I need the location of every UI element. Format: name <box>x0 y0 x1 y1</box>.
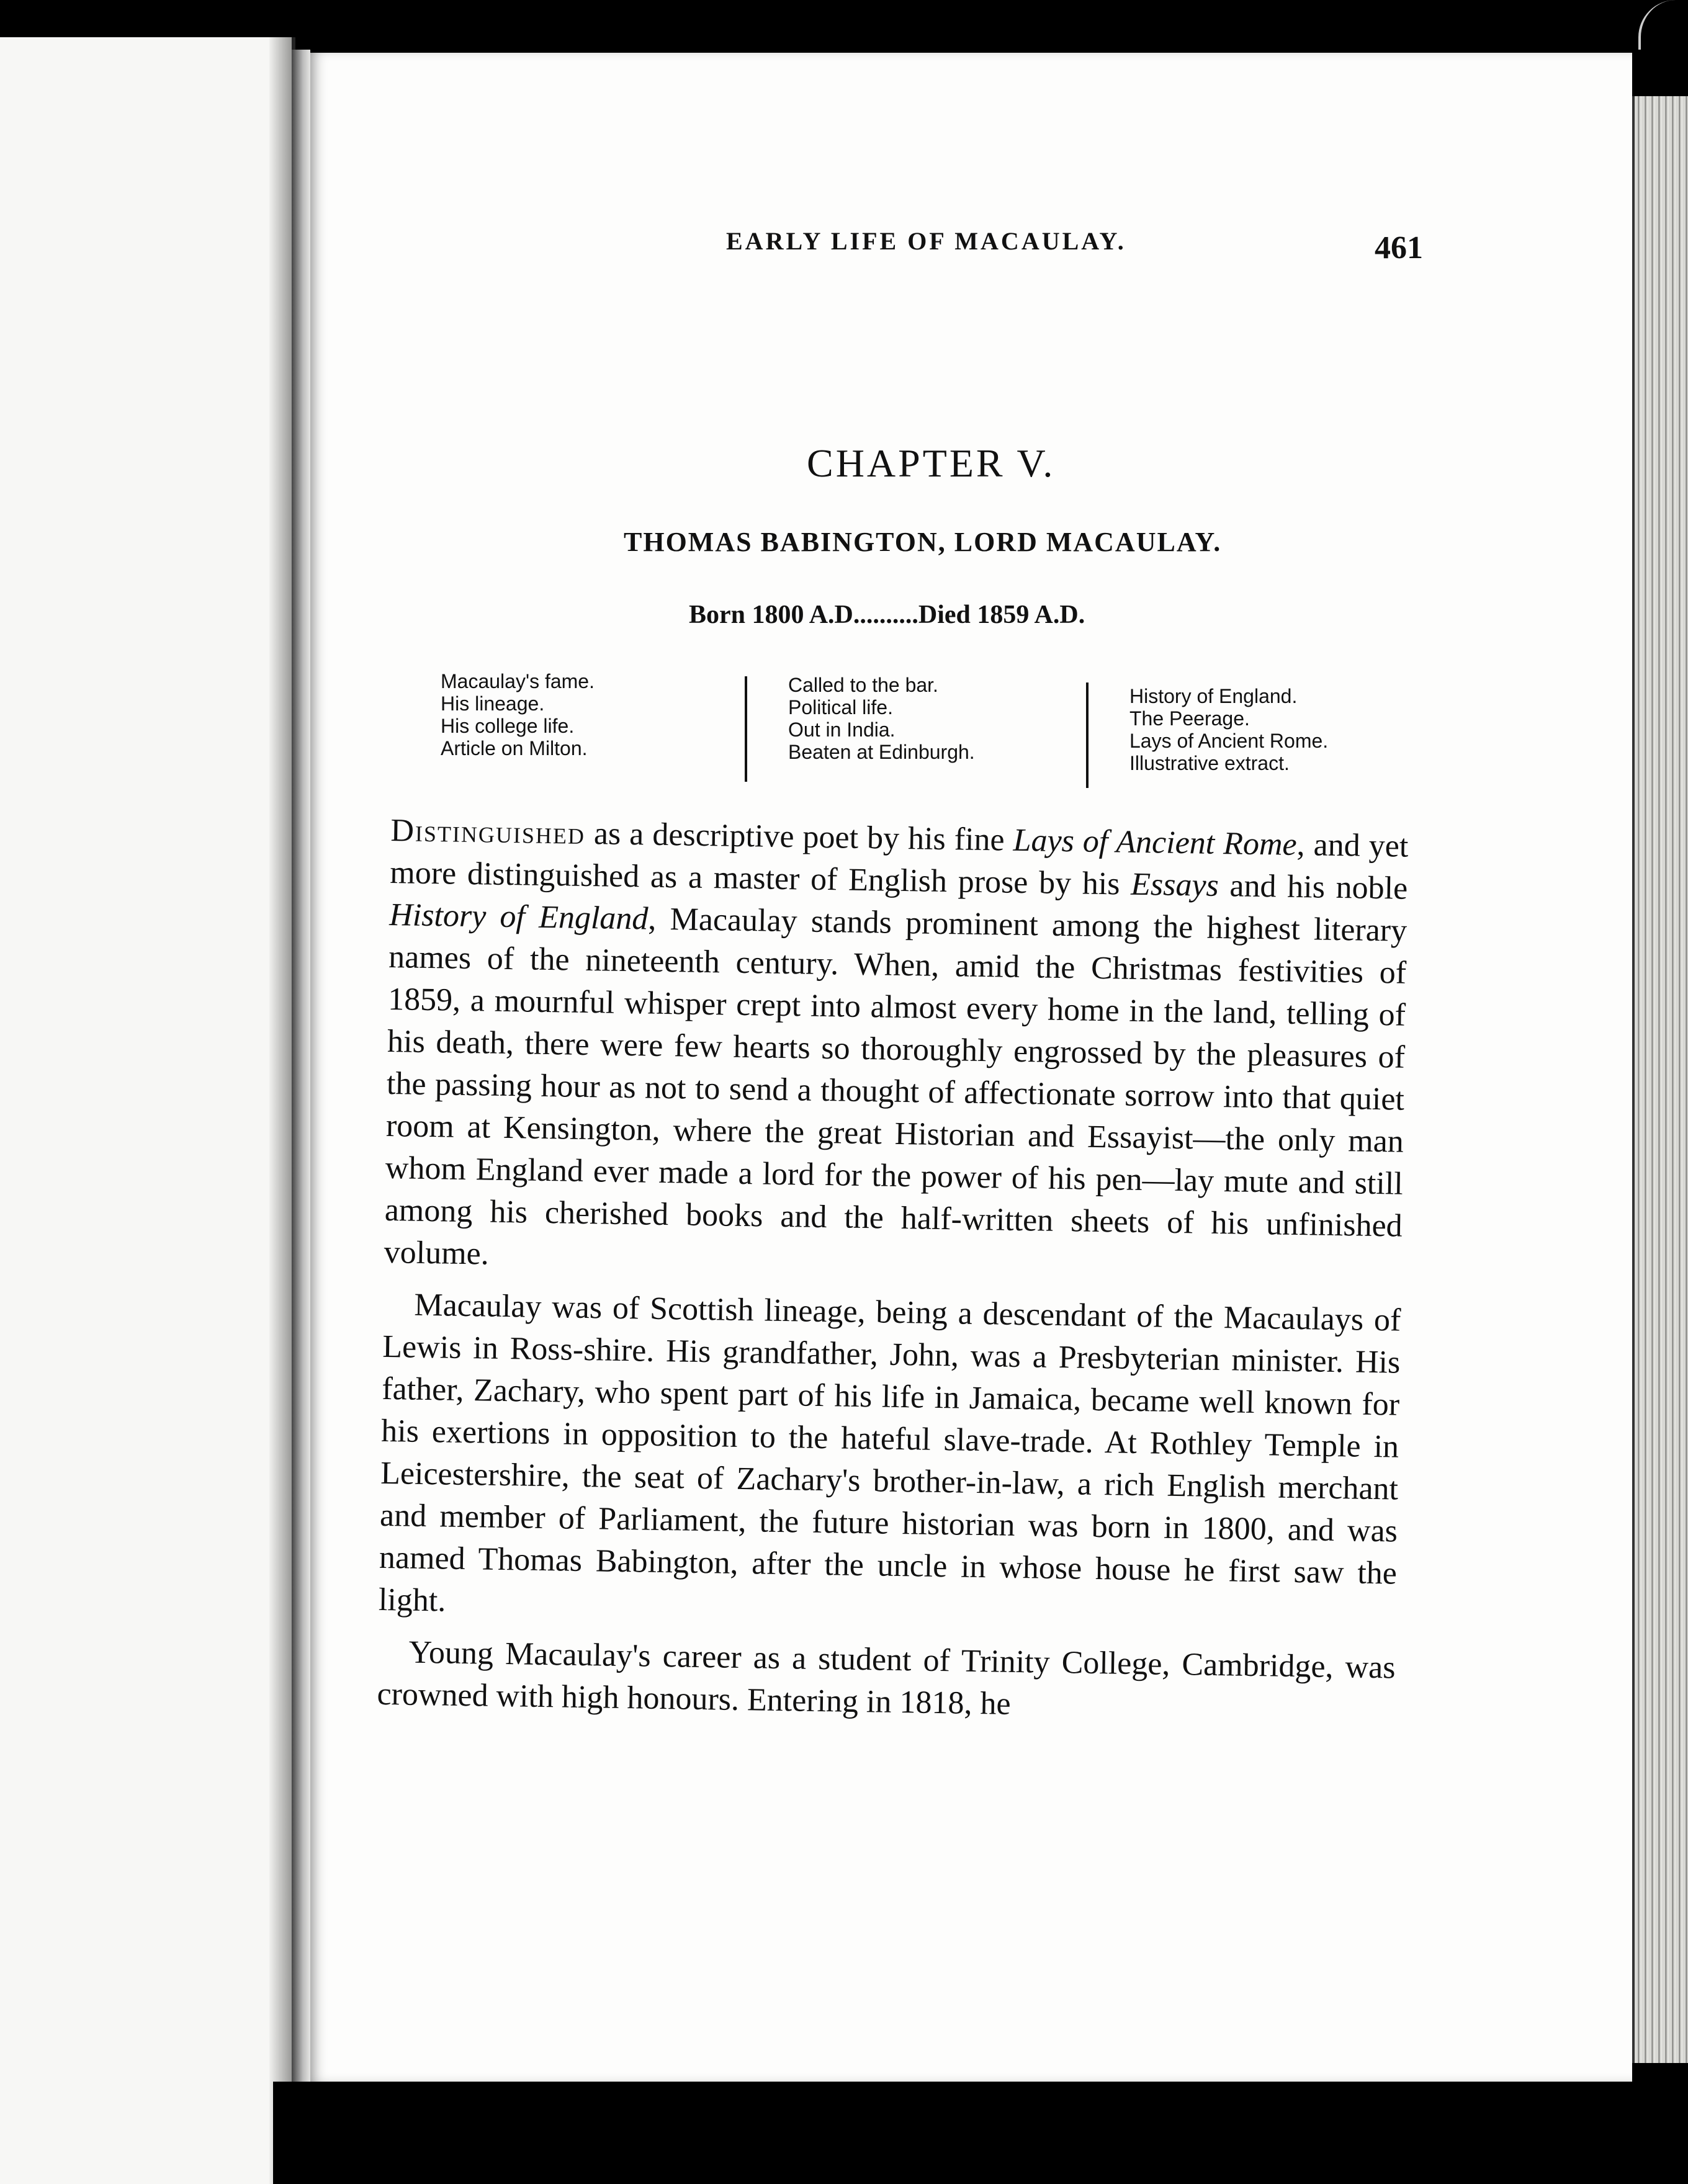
work-title: History of England <box>388 897 649 937</box>
synopsis-item: History of England. <box>1129 685 1298 707</box>
synopsis-item: Article on Milton. <box>441 737 588 759</box>
paragraph-text: as a descriptive poet by his fine <box>585 815 1014 858</box>
synopsis-item: Out in India. <box>788 718 896 741</box>
work-title: Lays of Ancient Rome <box>1013 822 1298 862</box>
page-number: 461 <box>1375 230 1423 266</box>
paragraph: Young Macaulay's career as a student of Trinity College, Cambridge, was crowned with high honours. Entering in 1818, he <box>377 1634 1396 1722</box>
synopsis-column-2 <box>788 674 975 763</box>
subject-title: THOMAS BABINGTON, LORD MACAULAY. <box>624 527 1222 557</box>
synopsis-item: Political life. <box>788 696 893 718</box>
synopsis-item: Lays of Ancient Rome. <box>1129 730 1329 752</box>
paragraph: Macaulay was of Scottish lineage, being a descendant of the Macaulays of Lewis in Ross-shire. His grandfather, John, was a Presbyterian minister. His father, Zachary, who spent part of his life in Jamaica, became well known for his exertions in opposition to the hateful slave-trade. At Rothley Temple in Leicestershire, the seat of Zachary's brother-in-law, a rich English merchant and member of Parliament, the future historian was born in 1800, and was named Thomas Babington, after the uncle in whose house he first saw the light. <box>378 1287 1401 1619</box>
work-title: Essays <box>1130 866 1219 903</box>
synopsis-divider <box>1086 682 1089 788</box>
synopsis-item: Illustrative extract. <box>1129 752 1290 774</box>
facing-page-shadow <box>269 37 292 2184</box>
synopsis-item: His college life. <box>441 715 575 737</box>
synopsis-item: Beaten at Edinburgh. <box>788 741 975 763</box>
lead-word: Distinguished <box>390 812 586 851</box>
synopsis-column-3 <box>1129 685 1328 774</box>
book-gutter <box>292 50 310 2184</box>
paragraph-text: , Macaulay stands prominent among the highest literary names of the nineteenth century. When, amid the Christmas festivities of 1859, a mournful whisper crept into almost every home in the land, telling of his death, there were few hearts so thoroughly engrossed by the pleasures of the passing hour as not to send a thought of affectionate sorrow into that quiet room at Kensington, where the great Historian and Essayist—the only man whom England ever made a lord for the power of his pen—lay mute and still among his cherished books and the half-written sheets of his unfinished volume. <box>384 901 1407 1272</box>
synopsis-item: The Peerage. <box>1129 707 1250 730</box>
paragraph-text: and his noble <box>1218 867 1408 906</box>
paragraph-text: , and yet more distinguished as a master of English prose by his <box>389 826 1409 902</box>
body-text <box>377 810 1409 1742</box>
chapter-synopsis <box>434 670 1403 800</box>
chapter-title: CHAPTER V. <box>807 441 1056 485</box>
facing-page <box>0 37 295 2184</box>
running-head: EARLY LIFE OF MACAULAY. <box>726 227 1126 255</box>
synopsis-divider <box>745 676 747 782</box>
scan-corner-artifact <box>1638 0 1678 50</box>
synopsis-item: His lineage. <box>441 692 545 715</box>
synopsis-item: Macaulay's fame. <box>441 670 595 692</box>
paragraph <box>384 810 1409 1290</box>
synopsis-item: Called to the bar. <box>788 674 938 696</box>
life-dates: Born 1800 A.D..........Died 1859 A.D. <box>689 601 1085 629</box>
page-edges <box>1632 96 1688 2063</box>
scan-border <box>273 2082 1688 2184</box>
synopsis-column-1 <box>441 670 595 759</box>
